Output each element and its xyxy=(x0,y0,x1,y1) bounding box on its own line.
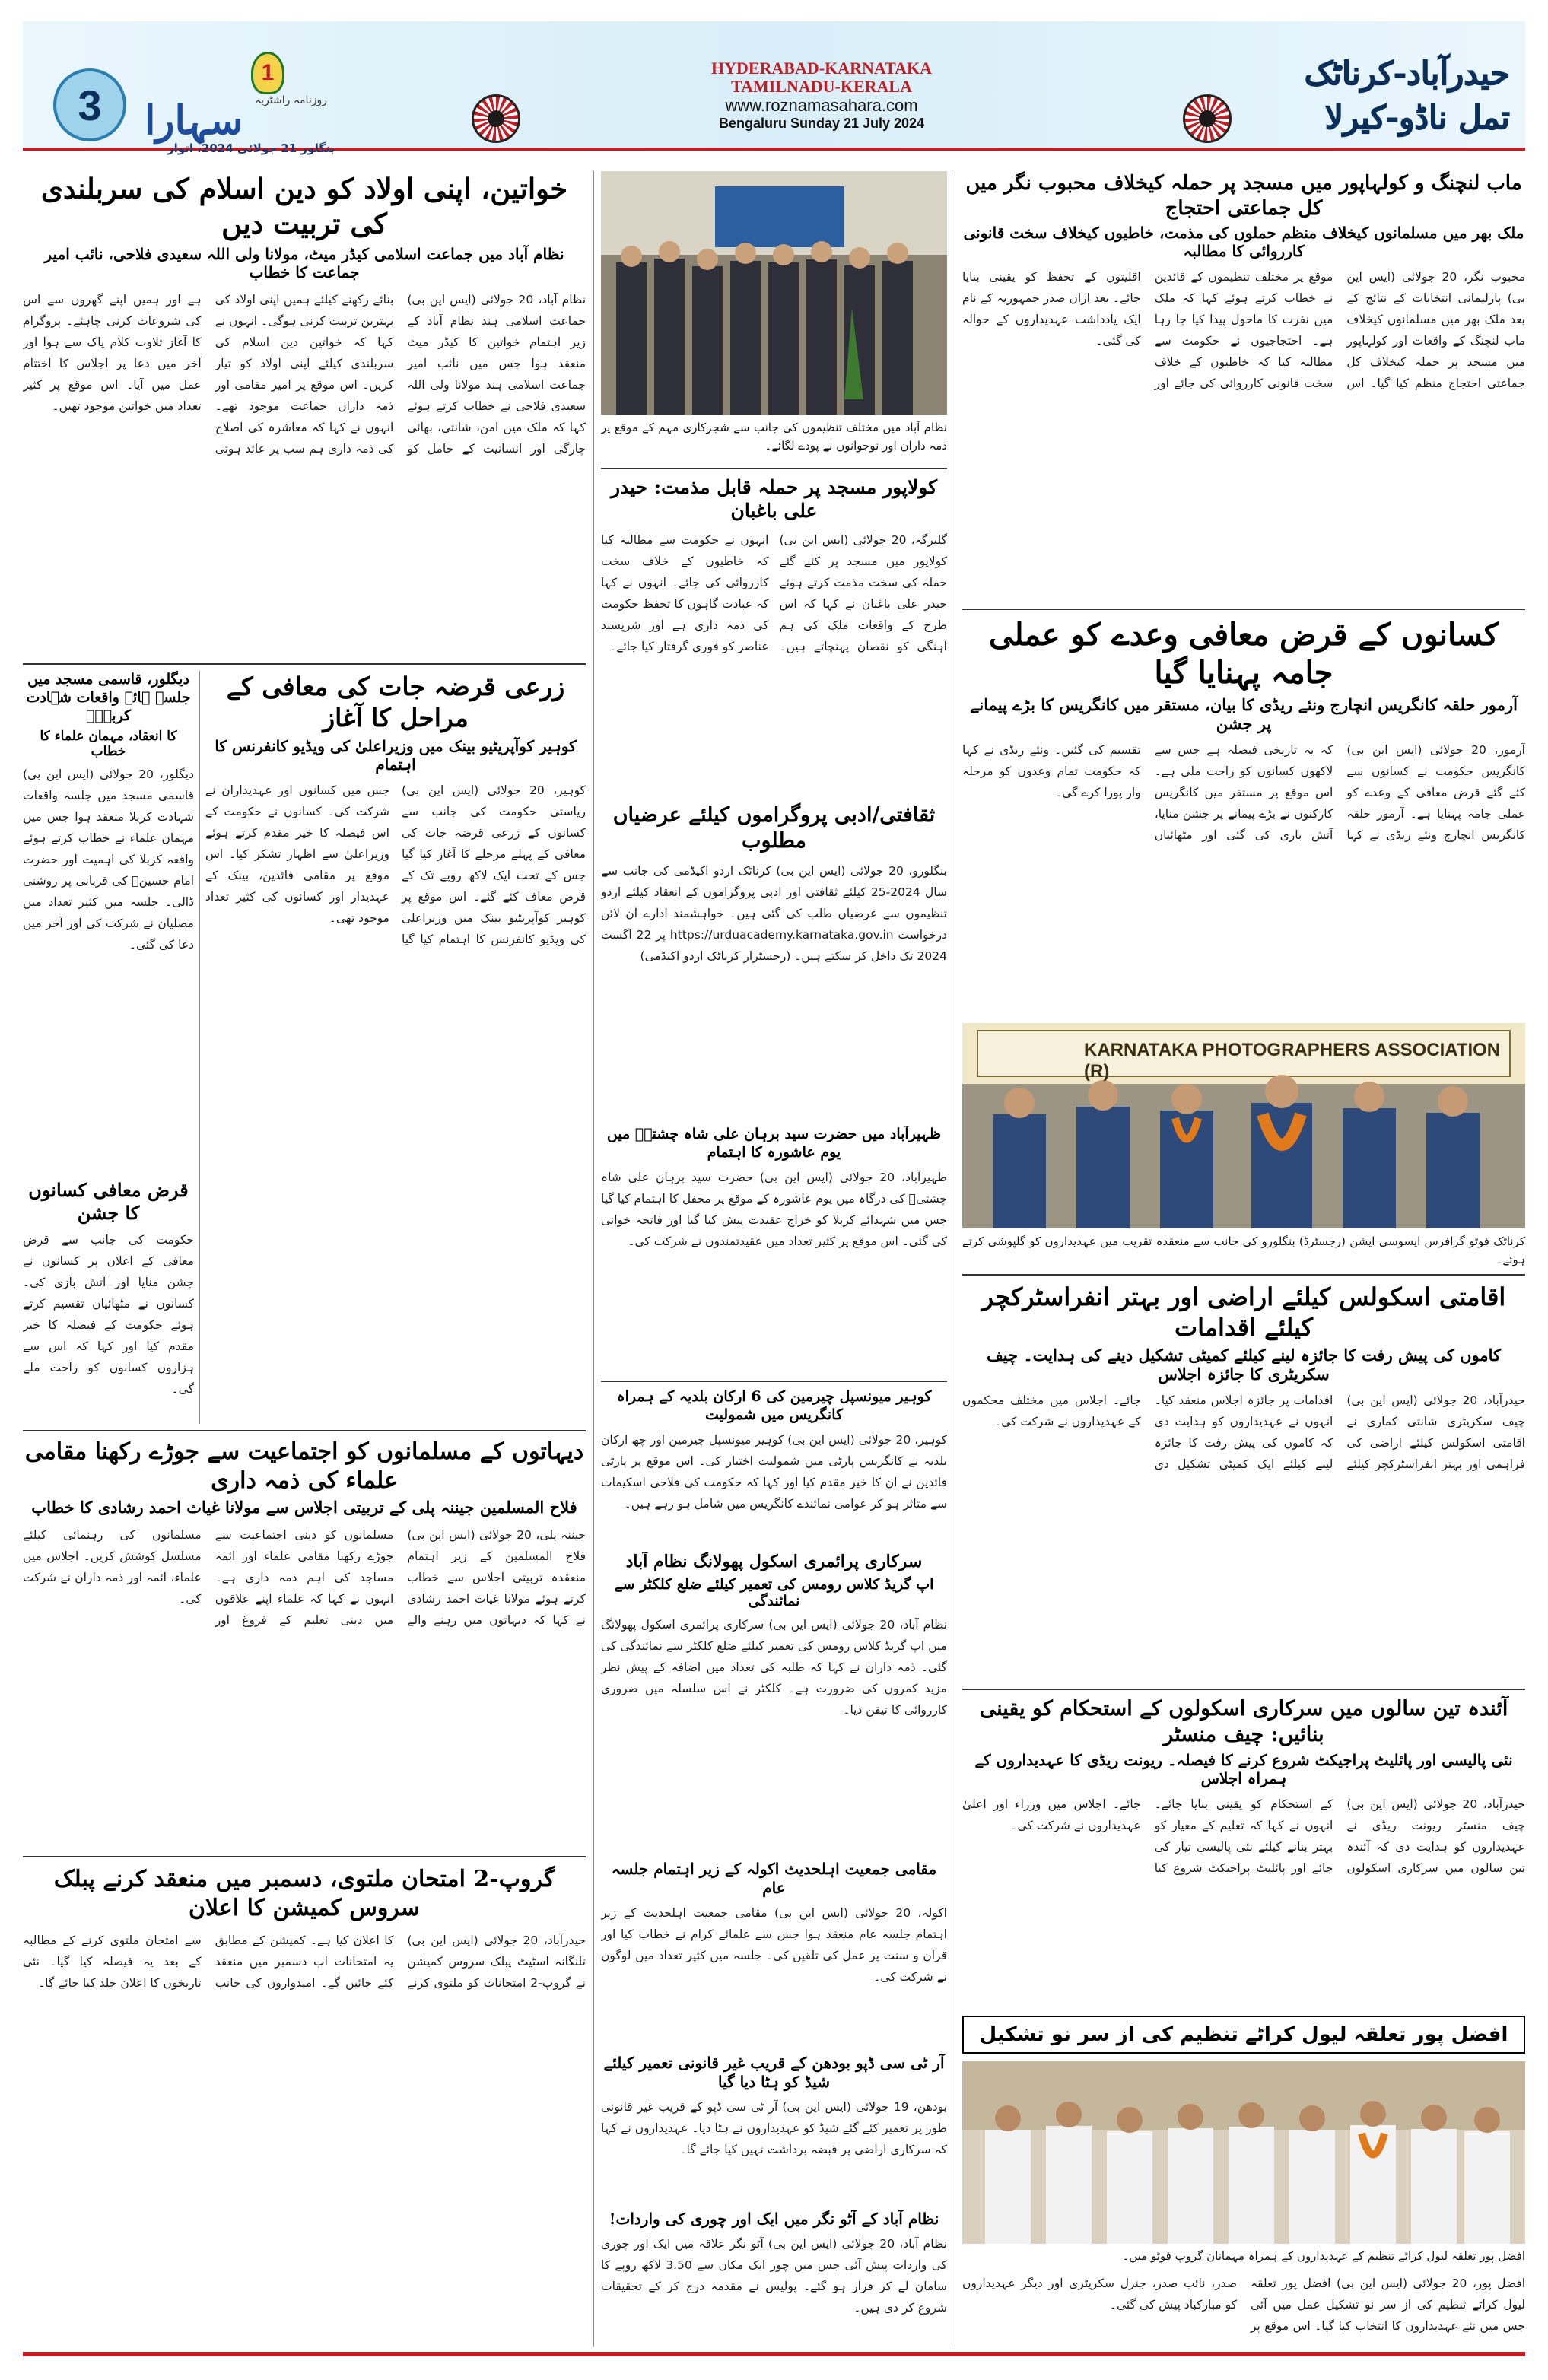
divider xyxy=(962,609,1525,610)
article-body: افضل پور، 20 جولائی (ایس این بی) افضل پور تعلقہ لیول کراٹے تنظیم کی از سر نو تشکیل عمل میں آئی جس میں نئے عہدیداروں کا انتخاب کیا گیا۔ اس موقع پر صدر، نائب صدر، جنرل سکریٹری اور دیگر عہدیداروں کو مبارکباد پیش کی گئی۔ xyxy=(962,2277,1525,2333)
subhead: اپ گریڈ کلاس رومس کی تعمیر کیلئے ضلع کلکٹر سے نمائندگی xyxy=(614,1575,934,1609)
divider xyxy=(199,671,200,1424)
headline: سرکاری پرائمری اسکول پھولانگ نظام آباد xyxy=(625,1552,923,1571)
article-body: آرمور، 20 جولائی (ایس این بی) کانگریس حکومت نے کسانوں سے کئے گئے قرض معافی کے وعدے کو عملی جامہ پہنایا ہے۔ آرمور حلقہ کانگریس انچارج ونئے ریڈی نے کہا کہ یہ تاریخی فیصلہ ہے جس سے لاکھوں کسانوں کو راحت ملی ہے۔ اس موقع پر مستقر میں کانگریس کارکنوں نے بڑے پیمانے پر جشن منایا، آتش بازی کی گئی اور مٹھائیاں تقسیم کی گئیں۔ ونئے ریڈی نے کہا کہ حکومت تمام وعدوں کو مرحلہ وار پورا کرے گی۔ xyxy=(962,743,1525,842)
edition-urdu-line-2: تمل ناڈو-کیرلا xyxy=(1324,99,1510,136)
article-body: کوہیر، 20 جولائی (ایس این بی) کوہیر میونسپل چیرمین اور چھ ارکان بلدیہ نے کانگریس پارٹی میں شمولیت اختیار کی۔ اس موقع پر پارٹی قائدین نے ان کا خیر مقدم کیا اور کہا کہ حکومت کی فلاحی اسکیمات سے متاثر ہو کر عوامی نمائندے کانگریس میں شامل ہو رہے ہیں۔ xyxy=(601,1432,947,1511)
divider xyxy=(23,1430,586,1431)
article-body: دیگلور، 20 جولائی (ایس این بی) قاسمی مسجد میں جلسہ واقعات شہادت کربلا منعقد ہوا جس میں مہمان علماء نے خطاب کرتے ہوئے واقعہ کربلا کی اہمیت اور حضرت امام حسینؓ کی قربانی پر روشنی ڈالی۔ جلسہ میں کثیر تعداد میں مصلیان نے شرکت کی اور آخر میں دعا کی گئی۔ xyxy=(23,767,194,952)
headline: زرعی قرضہ جات کی معافی کے مراحل کا آغاز xyxy=(226,672,565,733)
page-number: 3 xyxy=(53,68,126,141)
article-body: حیدرآباد، 20 جولائی (ایس این بی) چیف سکریٹری شانتی کماری نے اقامتی اسکولس کیلئے اراضی کی فراہمی اور بہتر انفراسٹرکچر کیلئے اقدامات پر جائزہ اجلاس منعقد کیا۔ انہوں نے عہدیداروں کو ہدایت دی کہ کاموں کی پیش رفت کا جائزہ لینے کیلئے ایک کمیٹی تشکیل دی جائے۔ اجلاس میں مختلف محکموں کے عہدیداروں نے شرکت کی۔ xyxy=(962,1393,1525,1471)
article-body: اکولہ، 20 جولائی (ایس این بی) مقامی جمعیت اہلحدیث کے زیر اہتمام جلسہ عام منعقد ہوا جس سے علمائے کرام نے خطاب کیا اور قرآن و سنت پر عمل کی تلقین کی۔ جلسہ میں کثیر تعداد میں لوگوں نے شرکت کی۔ xyxy=(601,1906,947,1984)
article-women xyxy=(23,171,586,658)
divider xyxy=(962,1689,1525,1690)
photographers-association-photo xyxy=(962,1023,1525,1228)
headline: مقامی جمعیت اہلحدیث اکولہ کے زیر اہتمام جلسہ عام xyxy=(611,1860,937,1897)
divider xyxy=(23,663,586,665)
headline: کوہیر میونسپل چیرمین کی 6 ارکان بلدیہ کے ہمراہ کانگریس میں شمولیت xyxy=(616,1388,932,1423)
article-body: بنگلورو، 20 جولائی (ایس این بی) کرناٹک اردو اکیڈمی کی جانب سے سال 2024-25 کیلئے ثقافتی اور ادبی پروگراموں کے انعقاد کیلئے اردو تنظیموں سے عرضیاں طلب کی گئی ہیں۔ خواہشمند ادارے آن لائن درخواست https://urduacademy.karnataka.gov.in پر 22 اگست 2024 تک داخل کر سکتے ہیں۔ (رجسٹرار کرناٹک اردو اکیڈمی) xyxy=(601,863,947,963)
article-school xyxy=(601,1552,947,1856)
headline: کسانوں کے قرض معافی وعدے کو عملی جامہ پہنایا گیا xyxy=(989,617,1499,691)
article-cm xyxy=(962,1696,1525,2016)
article-celebration xyxy=(23,1179,194,1422)
karate-group-photo xyxy=(962,2061,1525,2244)
article-body: جیننہ پلی، 20 جولائی (ایس این بی) فلاح المسلمین کے زیر اہتمام منعقدہ تربیتی اجلاس سے خطاب کرتے ہوئے مولانا غیاث احمد رشادی نے کہا کہ دیہاتوں میں رہنے والے مسلمانوں کو دینی اجتماعیت سے جوڑے رکھنا مقامی علماء اور ائمہ مساجد کی اہم ذمہ داری ہے۔ انہوں نے کہا کہ علماء اپنے علاقوں میں دینی تعلیم کے فروغ اور مسلمانوں کی رہنمائی کیلئے مسلسل کوشش کریں۔ اجلاس میں علماء، ائمہ اور ذمہ داران نے شرکت کی۔ xyxy=(23,1528,586,1627)
subhead: نظام آباد میں جماعت اسلامی کیڈر میٹ، مولانا ولی اللہ سعیدی فلاحی، نائب امیر جماعت کا خطاب xyxy=(44,244,564,281)
subhead: ملک بھر میں مسلمانوں کیخلاف منظم حملوں کی مذمت، خاطیوں کیخلاف سخت قانونی کارروائی کا مطالبہ xyxy=(963,224,1524,260)
article-body: محبوب نگر، 20 جولائی (ایس این بی) پارلیمانی انتخابات کے نتائج کے بعد ملک بھر میں مسلمانوں کیخلاف ماب لنچنگ کے واقعات اور کولہاپور میں مسجد پر حملہ کیخلاف کل جماعتی احتجاج منظم کیا گیا۔ اس موقع پر مختلف تنظیموں کے قائدین نے خطاب کرتے ہوئے کہا کہ ملک میں نفرت کا ماحول پیدا کیا جا رہا ہے۔ احتجاجیوں نے حکومت سے مطالبہ کیا کہ خاطیوں کے خلاف سخت قانونی کارروائی کی جائے اور اقلیتوں کے تحفظ کو یقینی بنایا جائے۔ بعد ازاں صدر جمہوریہ کے نام ایک یادداشت عہدیداروں کے حوالہ کی گئی۔ xyxy=(962,270,1525,390)
edition-info xyxy=(555,59,1088,132)
headline: قرض معافی کسانوں کا جشن xyxy=(28,1179,189,1224)
logo-wordmark: سہارا xyxy=(145,97,243,144)
subhead: کوہیر کوآپریٹیو بینک میں وزیراعلیٰ کی ویڈیو کانفرنس کا اہتمام xyxy=(215,736,577,774)
banner-sign: KARNATAKA PHOTOGRAPHERS ASSOCIATION (R) xyxy=(1084,1040,1501,1082)
headline: گروپ-2 امتحان ملتوی، دسمبر میں منعقد کرنے پبلک سروس کمیشن کا اعلان xyxy=(53,1866,555,1921)
footer-rule xyxy=(23,2352,1525,2356)
subhead: کا انعقاد، مہمان علماء کا خطاب xyxy=(40,729,177,760)
dateline: Bengaluru Sunday 21 July 2024 xyxy=(718,116,925,131)
headline: دیہاتوں کے مسلمانوں کو اجتماعیت سے جوڑے رکھنا مقامی علماء کی ذمہ داری xyxy=(24,1438,584,1494)
anniversary-badge-icon: 1 xyxy=(251,52,284,94)
headline: ثقافتی/ادبی پروگراموں کیلئے عرضیاں مطلوب xyxy=(612,803,936,853)
article-cultural xyxy=(601,802,947,1122)
divider xyxy=(23,1856,586,1857)
article-loan xyxy=(205,671,586,1431)
subhead: فلاح المسلمین جیننہ پلی کے تربیتی اجلاس سے مولانا غیاث احمد رشادی کا خطاب xyxy=(31,1498,577,1517)
headline: افضل پور تعلقہ لیول کراٹے تنظیم کی از سر نو تشکیل xyxy=(962,2016,1525,2054)
article-jamiat xyxy=(601,1860,947,2050)
article-body: نظام آباد، 20 جولائی (ایس این بی) سرکاری پرائمری اسکول پھولانگ میں اپ گریڈ کلاس رومس کی تعمیر کیلئے ضلع کلکٹر سے نمائندگی کی گئی۔ ذمہ داران نے کہا کہ طلبہ کی تعداد میں اضافہ کے پیش نظر مزید کمروں کی ضرورت ہے۔ کلکٹر نے اس سلسلہ میں ضروری کارروائی کا تیقن دیا۔ xyxy=(601,1617,947,1717)
tree-plantation-photo xyxy=(601,171,947,415)
subhead: کاموں کی پیش رفت کا جائزہ لینے کیلئے کمیٹی تشکیل دینے کی ہدایت۔ چیف سکریٹری کا جائزہ اجلاس xyxy=(986,1346,1502,1384)
article-afzalpur xyxy=(962,2016,1525,2347)
article-body: بودھن، 19 جولائی (ایس این بی) آر ٹی سی ڈپو کے قریب غیر قانونی طور پر تعمیر کئے گئے شیڈ کو عہدیداروں نے ہٹا دیا۔ عہدیداروں نے کہا کہ سرکاری اراضی پر قبضہ برداشت نہیں کیا جائے گا۔ xyxy=(601,2100,947,2156)
photo-caption: افضل پور تعلقہ لیول کراٹے تنظیم کے عہدیداروں کے ہمراہ مہمانان گروپ فوٹو میں۔ xyxy=(1122,2249,1525,2263)
edition-line-1: HYDERABAD-KARNATAKA xyxy=(710,59,933,78)
subhead: نئی پالیسی اور پائلیٹ پراجیکٹ شروع کرنے کا فیصلہ۔ ریونت ریڈی کا عہدیداروں کے ہمراہ اجلاس xyxy=(974,1750,1513,1787)
article-villages xyxy=(23,1438,586,1848)
article-body: گلبرگہ، 20 جولائی (ایس این بی) کولاپور میں مسجد پر کئے گئے حملہ کی سخت مذمت کرتے ہوئے حیدر علی باغبان نے کہا کہ اس طرح کے واقعات ملک کی ہم آہنگی کو نقصان پہنچاتے ہیں۔ انہوں نے حکومت سے مطالبہ کیا کہ خاطیوں کے خلاف سخت کارروائی کی جائے۔ انہوں نے کہا کہ عبادت گاہوں کا تحفظ حکومت کی ذمہ داری ہے اور شرپسند عناصر کو فوری گرفتار کیا جائے۔ xyxy=(601,532,947,653)
article-body: کوہیر، 20 جولائی (ایس این بی) ریاستی حکومت کی جانب سے کسانوں کے زرعی قرضہ جات کی معافی کے پہلے مرحلے کا آغاز کیا گیا جس کے تحت ایک لاکھ روپے تک کے قرض معاف کئے گئے۔ اس موقع پر کوہیر کوآپریٹیو بینک میں وزیراعلیٰ کی ویڈیو کانفرنس کا اہتمام کیا گیا جس میں کسانوں اور عہدیداران نے شرکت کی۔ کسانوں نے حکومت کے اس فیصلہ کا خیر مقدم کرتے ہوئے وزیراعلیٰ سے اظہار تشکر کیا۔ اس موقع پر مقامی قائدین، بینک کے عہدیدار اور کسانوں کی کثیر تعداد موجود تھی۔ xyxy=(205,783,586,946)
article-body: نظام آباد، 20 جولائی (ایس این بی) جماعت اسلامی ہند نظام آباد کے زیر اہتمام خواتین کا کیڈر میٹ منعقد ہوا جس میں نائب امیر جماعت اسلامی ہند مولانا ولی اللہ سعیدی فلاحی نے خطاب کرتے ہوئے کہا کہ ملک میں امن، شانتی، بھائی چارگی اور انسانیت کے حامل کو بنائے رکھنے کیلئے ہمیں اپنی اولاد کی بہترین تربیت کرنی ہوگی۔ انہوں نے کہا کہ خواتین دین اسلام کی سربلندی کیلئے اپنی اولاد کو تیار کریں۔ اس موقع پر امیر مقامی اور ذمہ داران جماعت موجود تھے۔ انہوں نے کہا کہ معاشرہ کی اصلاح کی ذمہ داری ہم سب پر عائد ہوتی ہے اور ہمیں اپنے گھروں سے اس کی شروعات کرنی چاہئے۔ پروگرام کا آغاز تلاوت کلام پاک سے ہوا اور آخر میں دعا پر اجلاس کا اختتام عمل میں آیا۔ اس موقع پر کثیر تعداد میں خواتین موجود تھیں۔ xyxy=(23,292,586,456)
edition-line-2: TAMILNADU-KERALA xyxy=(731,77,912,96)
headline: کولاپور مسجد پر حملہ قابل مذمت: حیدر علی باغبان xyxy=(610,476,938,523)
article-kolapur xyxy=(601,475,947,795)
headline: اقامتی اسکولس کیلئے اراضی اور بہتر انفراسٹرکچر کیلئے اقدامات xyxy=(981,1282,1506,1342)
newspaper-logo xyxy=(137,52,342,155)
headline: آر ٹی سی ڈپو بودھن کے قریب غیر قانونی تعمیر کیلئے شیڈ کو ہٹا دیا گیا xyxy=(603,2054,945,2091)
sunburst-emblem-icon xyxy=(472,94,520,143)
divider xyxy=(962,1274,1525,1276)
article-exam xyxy=(23,1865,586,2344)
edition-urdu-line-1: حیدرآباد-کرناٹک xyxy=(1304,55,1510,92)
column-divider xyxy=(593,171,594,2347)
website-link[interactable]: www.roznamasahara.com xyxy=(725,96,918,115)
article-diglur xyxy=(23,671,194,1173)
article-ashura xyxy=(601,1126,947,1377)
article-body: ظہیرآباد، 20 جولائی (ایس این بی) حضرت سید برہان علی شاہ چشتیؒ کی درگاہ میں یوم عاشورہ کے موقع پر محفل کا اہتمام کیا گیا جس میں شہدائے کربلا کو خراج عقیدت پیش کیا گیا اور فاتحہ خوانی کی گئی۔ اس موقع پر کثیر تعداد میں عقیدتمندوں نے شرکت کی۔ xyxy=(601,1170,947,1248)
edition-urdu xyxy=(1190,52,1510,140)
article-kohir xyxy=(601,1388,947,1548)
article-body: حیدرآباد، 20 جولائی (ایس این بی) چیف منسٹر ریونت ریڈی نے عہدیداروں کو ہدایت دی کہ آئندہ تین سالوں میں سرکاری اسکولوں کے استحکام کو یقینی بنایا جائے۔ انہوں نے کہا کہ تعلیم کے معیار کو بہتر بنانے کیلئے نئی پالیسی تیار کی جائے اور پائلیٹ پراجیکٹ شروع کیا جائے۔ اجلاس میں وزراء اور اعلیٰ عہدیداروں نے شرکت کی۔ xyxy=(962,1797,1525,1875)
article-theft xyxy=(601,2210,947,2347)
divider xyxy=(601,468,947,469)
headline: دیگلور، قاسمی مسجد میں جلسہ ہائے واقعات شہادت کربلاؔ xyxy=(26,671,191,724)
article-mob-lynching xyxy=(962,171,1525,605)
divider xyxy=(601,1381,947,1382)
article-rtc xyxy=(601,2054,947,2206)
logo-tagline: روزنامہ راشٹریہ xyxy=(254,94,327,106)
article-farmers xyxy=(962,616,1525,1019)
article-residential-schools xyxy=(962,1282,1525,1685)
article-body: حکومت کی جانب سے قرض معافی کے اعلان پر کسانوں نے جشن منایا اور آتش بازی کی۔ کسانوں نے مٹھائیاں تقسیم کرتے ہوئے حکومت کے فیصلہ کا خیر مقدم کیا اور کہا کہ اس سے ہزاروں کسانوں کو راحت ملے گی۔ xyxy=(23,1233,194,1396)
headline: نظام آباد کے آٹو نگر میں ایک اور چوری کی واردات! xyxy=(609,2210,939,2228)
subhead: آرمور حلقہ کانگریس انچارج ونئے ریڈی کا بیان، مستقر میں کانگریس کا بڑے پیمانے پر جشن xyxy=(970,695,1518,733)
headline: ظہیرآباد میں حضرت سید برہان علی شاہ چشتیؒ میں یوم عاشورہ کا اہتمام xyxy=(606,1126,942,1161)
photo-caption: نظام آباد میں مختلف تنظیموں کی جانب سے شجرکاری مہم کے موقع پر ذمہ داران اور نوجوانوں نے پودے لگائے۔ xyxy=(601,421,947,453)
headline: آئندہ تین سالوں میں سرکاری اسکولوں کے استحکام کو یقینی بنائیں: چیف منسٹر xyxy=(979,1697,1508,1746)
masthead xyxy=(23,21,1525,155)
photo-caption: کرناٹک فوٹو گرافرس ایسوسی ایشن (رجسٹرڈ) بنگلورو کی جانب سے منعقدہ تقریب میں عہدیداروں کو گلپوشی کرتے ہوئے۔ xyxy=(962,1234,1525,1266)
headline: ماب لنچنگ و کولہاپور میں مسجد پر حملہ کیخلاف محبوب نگر میں کل جماعتی احتجاج xyxy=(965,172,1522,220)
logo-date: بنگلور 21 جولائی 2024، اتوار xyxy=(167,141,335,155)
article-body: حیدرآباد، 20 جولائی (ایس این بی) تلنگانہ اسٹیٹ پبلک سروس کمیشن نے گروپ-2 امتحانات کو ملتوی کرنے کا اعلان کیا ہے۔ کمیشن کے مطابق یہ امتحانات اب دسمبر میں منعقد کئے جائیں گے۔ امیدواروں کی جانب سے امتحان ملتوی کرنے کے مطالبہ کے بعد یہ فیصلہ کیا گیا۔ نئی تاریخوں کا اعلان جلد کیا جائے گا۔ xyxy=(23,1934,586,1990)
headline: خواتین، اپنی اولاد کو دین اسلام کی سربلندی کی تربیت دیں xyxy=(40,172,568,241)
article-body: نظام آباد، 20 جولائی (ایس این بی) آٹو نگر علاقہ میں ایک اور چوری کی واردات پیش آئی جس میں چور ایک مکان سے 3.50 لاکھ روپے کا سامان لے کر فرار ہو گئے۔ پولیس نے مقدمہ درج کر کے تحقیقات شروع کر دی ہیں۔ xyxy=(601,2237,947,2315)
